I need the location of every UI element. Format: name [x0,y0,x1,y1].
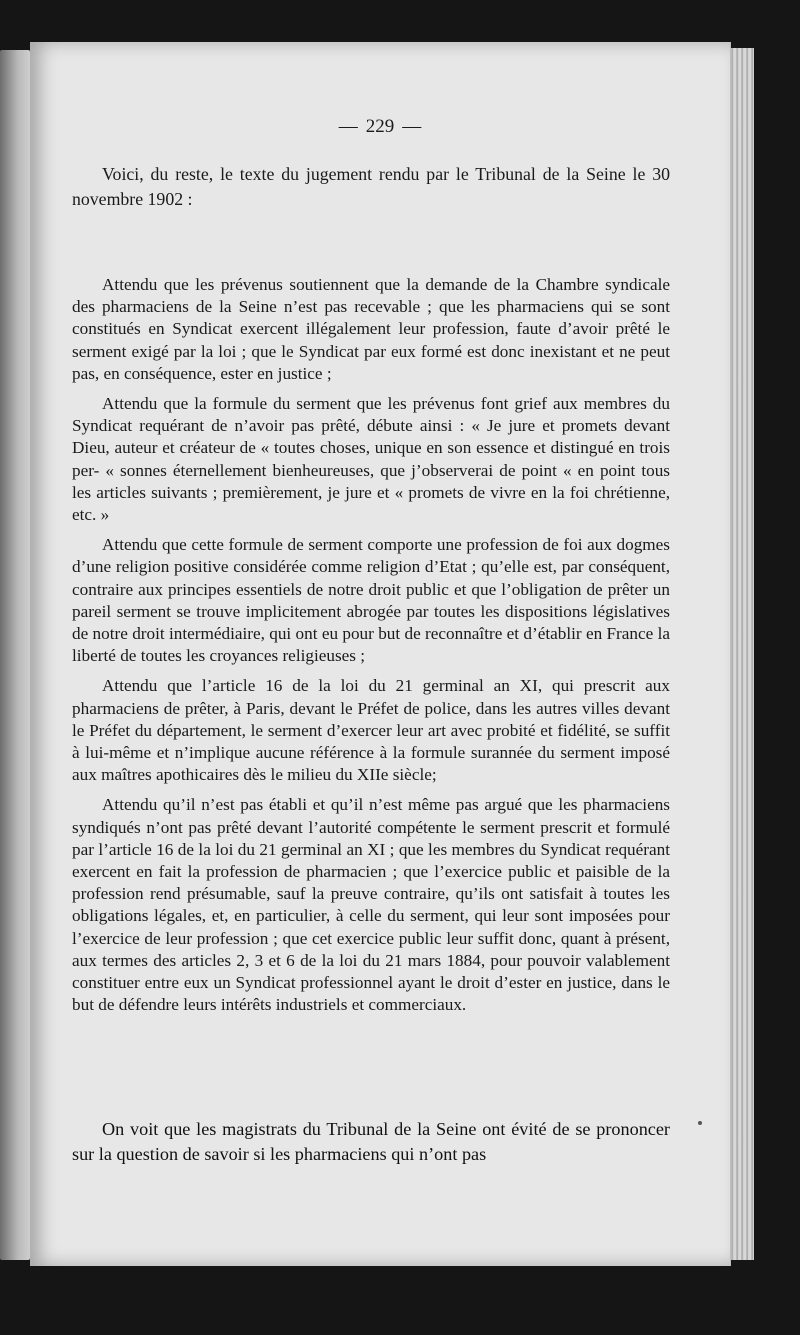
conclusion-paragraph [72,1117,670,1167]
judgment-paragraph-4: Attendu que l’article 16 de la loi du 21 germinal an XI, qui prescrit aux pharmaciens de prêter, à Paris, devant le Préfet de police, dans les autres villes devant le Préfet du département, le serment d’exercer leur art avec probité et fidélité, se suffit à lui-même et n’implique aucune référence à la formule surannée du serment imposé aux maîtres apothicaires dès le milieu du XIIe siècle; [72,676,670,785]
previous-page-edge [0,50,30,1260]
paragraph: Voici, du reste, le texte du jugement rendu par le Tribunal de la Seine le 30 novembre 1902 : [72,164,670,209]
ink-speck [698,1121,702,1125]
judgment-text [72,274,670,1017]
paragraph: On voit que les magistrats du Tribunal de la Seine ont évité de se prononcer sur la question de savoir si les pharmaciens qui n’ont pas [72,1119,670,1164]
judgment-paragraph-3: Attendu que cette formule de serment comporte une profession de foi aux dogmes d’une religion positive considérée comme religion d’Etat ; qu’elle est, par conséquent, contraire aux principes essentiels de notre droit public et que l’obligation de prêter un pareil serment se trouve implicitement abrogée par toutes les dispositions législatives de notre droit intermédiaire, qui ont eu pour but de reconnaître et d’établir en France la liberté de toutes les croyances religieuses ; [72,535,670,666]
intro-paragraph [72,162,670,211]
judgment-paragraph-1: Attendu que les prévenus soutiennent que la demande de la Chambre syndicale des pharmaciens de la Seine n’est pas recevable ; que les pharmaciens qui se sont constitués en Syndicat exercent illégalement leur profession, faute d’avoir prêté le serment exigé par la loi ; que le Syndicat par eux formé est donc inexistant et ne peut pas, en conséquence, ester en justice ; [72,275,670,383]
book-page [30,42,730,1266]
judgment-paragraph-2: Attendu que la formule du serment que les prévenus font grief aux membres du Syndicat requérant de n’avoir pas prêté, débute ainsi : « Je jure et promets devant Dieu, auteur et créateur de « toutes choses, unique en son essence et distingué en trois per- « sonnes éternellement bienheureuses, que j’observerai de point « en point tous les articles suivants ; premièrement, je jure et « promets de vivre en la foi chrétienne, etc. » [72,394,670,525]
page-number: — 229 — [338,116,422,137]
page-number-value: 229 [365,116,395,137]
judgment-paragraph-5: Attendu qu’il n’est pas établi et qu’il n’est même pas argué que les pharmaciens syndiqués n’ont pas prêté devant l’autorité compétente le serment prescrit et formulé par l’article 16 de la loi du 21 germinal an XI ; que les membres du Syndicat requérant exercent en fait la profession de pharmacien ; que l’exercice public et paisible de la profession rend présumable, sauf la preuve contraire, qu’ils ont satisfait à toutes les obligations légales, et, en particulier, à celle du serment, qui leur sont imposées pour l’exercice de leur profession ; que cet exercice public leur suffit donc, quant à présent, aux termes des articles 2, 3 et 6 de la loi du 21 mars 1884, pour pouvoir valablement constituer entre eux un Syndicat professionnel ayant le droit d’ester en justice, dans le but de défendre leurs intérêts industriels et commerciaux. [72,795,670,1015]
